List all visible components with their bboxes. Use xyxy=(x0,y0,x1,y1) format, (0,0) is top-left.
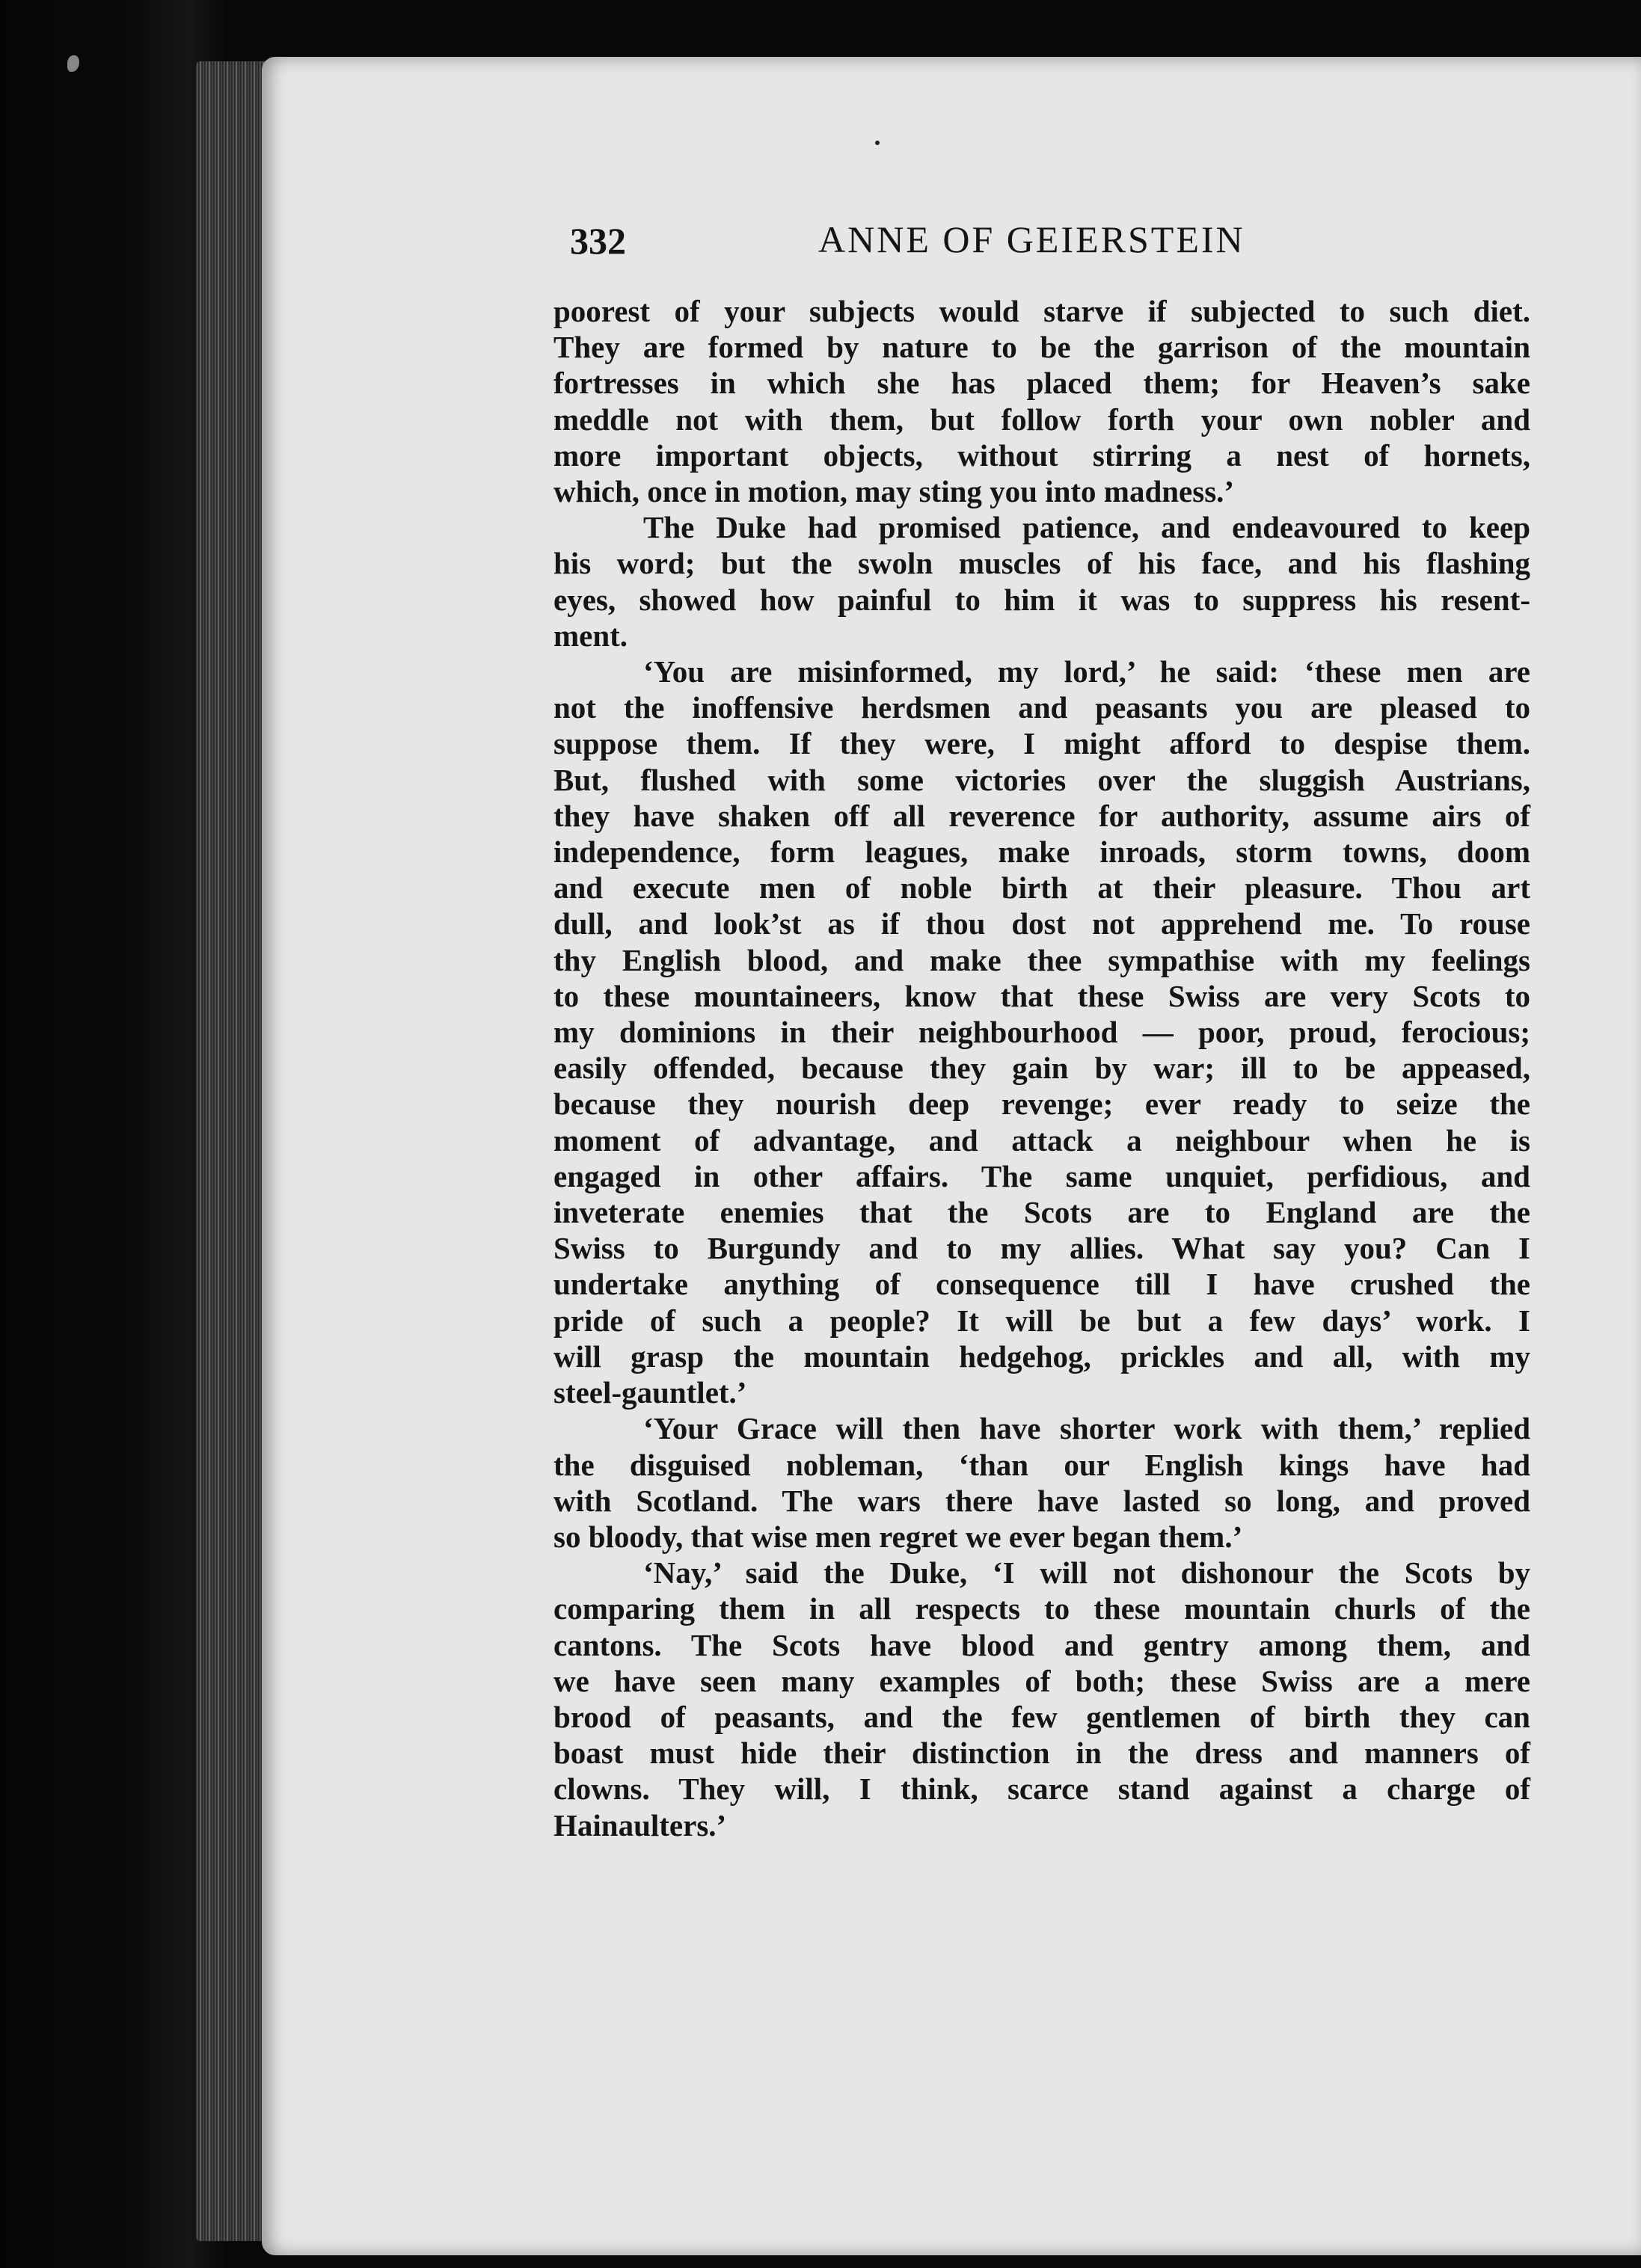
text-line: we have seen many examples of both; these Swiss are a mere xyxy=(553,1663,1530,1698)
text-line: comparing them in all respects to these mountain churls of the xyxy=(553,1591,1530,1626)
ink-speck xyxy=(875,141,880,145)
text-line: ‘Your Grace will then have shorter work with them,’ replied xyxy=(643,1411,1530,1446)
text-line: poorest of your subjects would starve if subjected to such diet. xyxy=(553,294,1530,328)
text-line: easily offended, because they gain by war; ill to be appeased, xyxy=(553,1051,1530,1086)
text-line: undertake anything of consequence till I have crushed the xyxy=(553,1267,1530,1302)
text-line: ment. xyxy=(553,618,628,653)
text-line: steel-gauntlet.’ xyxy=(553,1375,747,1410)
text-line: not the inoffensive herdsmen and peasants you are pleased to xyxy=(553,690,1530,725)
text-line: ‘Nay,’ said the Duke, ‘I will not dishonour the Scots by xyxy=(643,1555,1530,1591)
text-line: Swiss to Burgundy and to my allies. What say you? Can I xyxy=(553,1231,1530,1266)
text-line: brood of peasants, and the few gentlemen of birth they can xyxy=(553,1699,1530,1734)
text-line: thy English blood, and make thee sympathise with my feelings xyxy=(553,942,1530,977)
text-line: moment of advantage, and attack a neighbour when he is xyxy=(553,1122,1530,1158)
text-line: more important objects, without stirring a nest of hornets, xyxy=(553,437,1530,473)
page-number: 332 xyxy=(570,220,626,262)
paragraph xyxy=(553,293,1530,509)
text-line: will grasp the mountain hedgehog, prickles and all, with my xyxy=(553,1339,1530,1374)
text-line: independence, form leagues, make inroads, storm towns, doom xyxy=(553,835,1530,870)
text-line: boast must hide their distinction in the dress and manners of xyxy=(553,1736,1530,1771)
text-line: cantons. The Scots have blood and gentry among them, and xyxy=(553,1627,1530,1662)
text-line: engaged in other affairs. The same unquiet, perfidious, and xyxy=(553,1158,1530,1193)
text-line: Hainaulters.’ xyxy=(553,1807,727,1843)
running-title: ANNE OF GEIERSTEIN xyxy=(818,218,1245,260)
text-line: eyes, showed how painful to him it was to suppress his resent- xyxy=(553,582,1530,617)
text-line: my dominions in their neighbourhood — poor, proud, ferocious; xyxy=(553,1015,1530,1050)
text-line: his word; but the swoln muscles of his face, and his flashing xyxy=(553,546,1530,581)
text-line: the disguised nobleman, ‘than our English kings have had xyxy=(553,1447,1530,1482)
text-line: and execute men of noble birth at their pleasure. Thou art xyxy=(553,870,1530,906)
text-line: But, flushed with some victories over the sluggish Austrians, xyxy=(553,762,1530,797)
book-spine xyxy=(0,0,224,2268)
paragraph xyxy=(553,1555,1530,1843)
text-line: dull, and look’st as if thou dost not apprehend me. To rouse xyxy=(553,906,1530,941)
text-line: suppose them. If they were, I might afford to despise them. xyxy=(553,726,1530,761)
text-line: which, once in motion, may sting you into madness.’ xyxy=(553,474,1235,509)
text-line: to these mountaineers, know that these Swiss are very Scots to xyxy=(553,978,1530,1013)
text-line: clowns. They will, I think, scarce stand against a charge of xyxy=(553,1771,1530,1807)
text-line: They are formed by nature to be the garrison of the mountain xyxy=(553,330,1530,365)
body-text xyxy=(553,293,1530,1843)
text-line: fortresses in which she has placed them; for Heaven’s sake xyxy=(553,366,1530,401)
paragraph xyxy=(553,654,1530,1410)
text-line: because they nourish deep revenge; ever ready to seize the xyxy=(553,1087,1530,1122)
text-line: The Duke had promised patience, and endeavoured to keep xyxy=(643,510,1530,545)
text-line: ‘You are misinformed, my lord,’ he said: ‘these men are xyxy=(643,654,1530,689)
text-line: with Scotland. The wars there have lasted so long, and proved xyxy=(553,1483,1530,1518)
text-line: they have shaken off all reverence for authority, assume airs of xyxy=(553,798,1530,833)
paragraph xyxy=(553,1410,1530,1555)
paragraph xyxy=(553,509,1530,654)
text-line: pride of such a people? It will be but a few days’ work. I xyxy=(553,1303,1530,1338)
text-line: meddle not with them, but follow forth your own nobler and xyxy=(553,402,1530,437)
page-header xyxy=(570,213,1318,273)
text-line: inveterate enemies that the Scots are to England are the xyxy=(553,1195,1530,1230)
text-line: so bloody, that wise men regret we ever began them.’ xyxy=(553,1519,1243,1554)
